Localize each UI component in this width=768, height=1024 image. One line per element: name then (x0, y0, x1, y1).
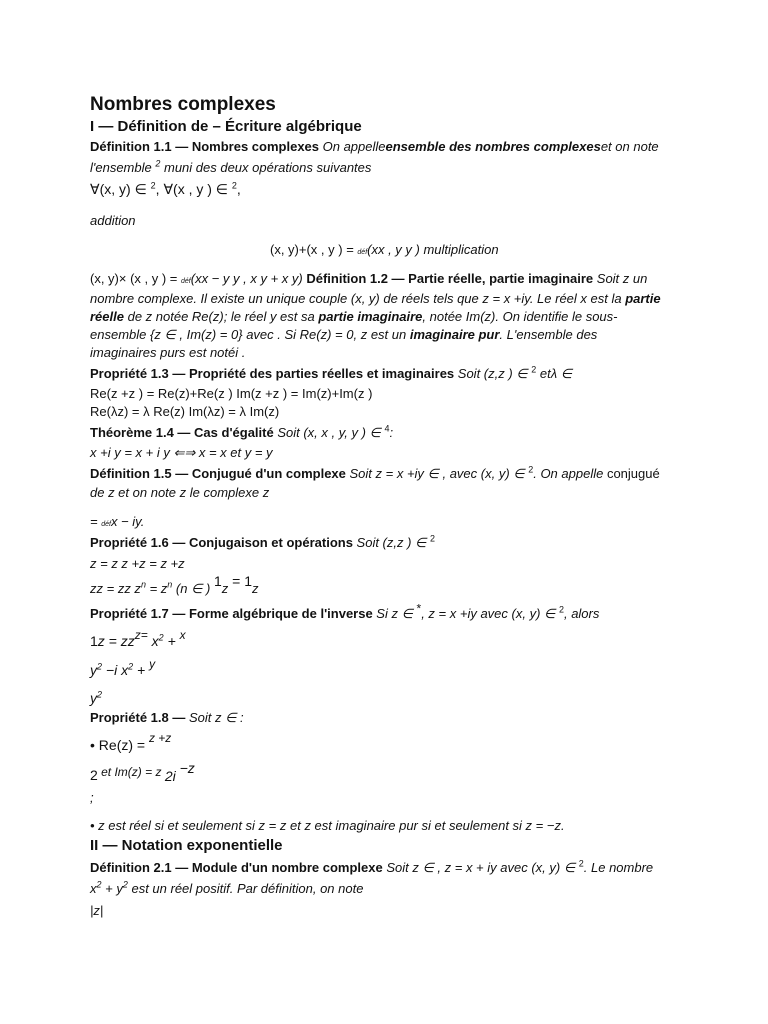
formula-text: z +z (148, 731, 172, 745)
formula-text: zz = zz z (90, 581, 141, 596)
formula-text: + y (101, 881, 123, 896)
formula-text: x (121, 662, 129, 678)
formula-text: = 1 (228, 573, 253, 589)
prop-1-3-line-3: Re(λz) = λ Re(z) Im(λz) = λ Im(z) (90, 404, 280, 419)
prop-1-3-line-1 (90, 366, 572, 382)
formula-text: 1 (90, 633, 98, 649)
def-1-1-text: muni des deux opérations suivantes (160, 160, 372, 175)
thm-1-4-label: Théorème 1.4 — Cas d'égalité (90, 425, 274, 440)
exponent: 4 (384, 423, 390, 434)
section-2-heading: II — Notation exponentielle (90, 837, 283, 854)
def-1-5-text: Soit z = x +iy ∈ , avec (x, y) ∈ (345, 466, 529, 481)
def-symbol: déf (357, 249, 368, 256)
def-symbol: déf (101, 521, 111, 528)
formula-text: y (90, 662, 97, 678)
formula-text: (n ∈ ) (172, 581, 214, 596)
formula-text: (xx , y y ) multiplication (367, 242, 499, 257)
prop-1-8-line-2 (90, 731, 172, 754)
prop-1-6-text: Soit (z,z ) ∈ (352, 535, 430, 550)
exponent: n (167, 579, 173, 590)
def-1-2-term: imaginaire pur (409, 327, 500, 342)
exponent: 2 (97, 689, 103, 700)
def-1-5-text: . On appelle (533, 466, 607, 481)
formula-text: x (90, 881, 97, 896)
exponent: 2 (430, 533, 436, 544)
exponent: 2 (97, 661, 103, 672)
def-1-5-line-2: de z et on note z le complexe z (90, 485, 270, 500)
formula-text: = (90, 514, 102, 529)
exponent: 2 (578, 858, 584, 869)
def-1-2-text: Soit z un (593, 271, 648, 286)
formula-text: y (90, 690, 97, 706)
def-2-1-text: . Le nombre (583, 860, 654, 875)
exponent: 2 (231, 180, 237, 191)
exponent: n (140, 579, 146, 590)
prop-1-7-line-4 (90, 690, 102, 706)
prop-1-7-text: Si z ∈ (372, 606, 417, 621)
def-1-2-line-4 (90, 327, 597, 343)
prop-1-8-text: Soit z ∈ : (185, 710, 244, 725)
formula-text: (xx − y y , x y + x y) (190, 271, 307, 286)
formula-text: 2 (90, 767, 98, 783)
def-1-2-line-1 (90, 271, 647, 290)
thm-1-4-text: Soit (x, x , y, y ) ∈ (273, 425, 385, 440)
def-1-2-line-2 (90, 291, 661, 307)
formula-text: + (133, 662, 150, 678)
def-1-1-label: Définition 1.1 — Nombres complexes (90, 139, 320, 154)
def-2-1-line-1 (90, 860, 653, 876)
prop-1-8-line-5: • z est réel si et seulement si z = z et z est imaginaire pur si et seulement si z = −z. (90, 818, 565, 833)
formula-text: et Im(z) = z (97, 765, 165, 779)
prop-1-3-text: etλ ∈ (536, 366, 573, 381)
exponent: 2 (128, 661, 134, 672)
prop-1-8-line-1 (90, 710, 244, 726)
prop-1-3-text: Soit (z,z ) ∈ (454, 366, 532, 381)
exponent: 2 (155, 158, 161, 169)
exponent: 2 (122, 879, 128, 890)
def-1-1-text: et on note (600, 139, 659, 154)
prop-1-7-label: Propriété 1.7 — Forme algébrique de l'inverse (90, 606, 373, 621)
formula-text: y (149, 657, 156, 671)
exponent: 2 (528, 464, 534, 475)
def-1-5-line-3 (90, 514, 144, 533)
def-1-1-term: ensemble des nombres complexes (385, 139, 601, 154)
def-1-2-term: partie (625, 291, 661, 306)
def-2-1-text: est un réel positif. Par définition, on note (127, 881, 364, 896)
def-1-2-term: partie imaginaire (318, 309, 423, 324)
formula-text: 1 (213, 573, 222, 589)
def-1-2-text: . L'ensemble des (499, 327, 598, 342)
formula-text: (x, y)+(x , y ) = (270, 242, 358, 257)
formula-text: x (151, 633, 159, 649)
prop-1-7-line-3 (90, 657, 156, 679)
addition-label: addition (90, 213, 136, 228)
prop-1-7-line-2 (90, 628, 186, 650)
formula-text: z (252, 581, 259, 596)
def-1-2-text: ensemble {z ∈ , Im(z) = 0} avec . Si Re(z) = 0, z est un (90, 327, 410, 342)
formula-text: x (179, 628, 186, 642)
def-1-2-line-3 (90, 309, 618, 325)
thm-1-4-line-2: x +i y = x + i y ⇐⇒ x = x et y = y (90, 445, 273, 460)
prop-1-7-line-1 (90, 601, 600, 622)
prop-1-8-line-3 (90, 760, 195, 784)
prop-1-6-line-2: z = z z +z = z +z (90, 556, 185, 571)
formula-text: ∀(x, y) ∈ (90, 181, 151, 197)
formula-text: 2i (164, 768, 176, 784)
addition-formula (270, 242, 499, 261)
def-1-1-line-1 (90, 139, 659, 155)
exponent: 2 (158, 632, 164, 643)
def-symbol: déf (181, 278, 191, 285)
formula-text: , (236, 181, 241, 197)
exponent: 2 (558, 604, 564, 615)
def-2-1-text: Soit z ∈ , z = x + iy avec (x, y) ∈ (382, 860, 579, 875)
prop-1-6-line-1 (90, 535, 435, 551)
formula-text: x − iy. (110, 514, 145, 529)
exponent: 2 (531, 364, 537, 375)
formula-text: , ∀(x , y ) ∈ (155, 181, 232, 197)
def-1-1-line-2 (90, 160, 371, 176)
def-1-2-text: de z notée Re(z); le réel y est sa (123, 309, 319, 324)
prop-1-7-text: , alors (563, 606, 600, 621)
formula-text: −z (175, 760, 195, 776)
prop-1-3-label: Propriété 1.3 — Propriété des parties réelles et imaginaires (90, 366, 455, 381)
formula-text: = z (145, 581, 168, 596)
def-2-1-label: Définition 2.1 — Module d'un nombre complexe (90, 860, 383, 875)
prop-1-8-label: Propriété 1.8 — (90, 710, 186, 725)
prop-1-6-line-3 (90, 573, 259, 597)
def-2-1-line-3: |z| (90, 903, 104, 918)
formula-text: −i (102, 662, 122, 678)
section-1-heading: I — Définition de – Écriture algébrique (90, 118, 362, 135)
def-1-2-term: réelle (90, 309, 124, 324)
prop-1-3-line-2: Re(z +z ) = Re(z)+Re(z ) Im(z +z ) = Im(z)+Im(z ) (90, 386, 373, 401)
def-1-1-text: l'ensemble (90, 160, 156, 175)
def-2-1-line-2 (90, 881, 363, 897)
formula-text: z = zz (97, 633, 135, 649)
formula-text: z= (134, 628, 148, 642)
def-1-2-text: nombre complexe. Il existe un unique couple (x, y) de réels tels que z = x +iy. Le réel x est la (90, 291, 626, 306)
formula-text: • Re(z) = (90, 737, 149, 753)
thm-1-4-text: : (389, 425, 394, 440)
formula-text: + (163, 633, 180, 649)
def-1-5-label: Définition 1.5 — Conjugué d'un complexe (90, 466, 346, 481)
prop-1-8-line-4: ; (90, 790, 94, 805)
def-1-1-text: On appelle (319, 139, 386, 154)
exponent: * (416, 601, 422, 616)
formula-text: z (221, 581, 229, 596)
thm-1-4-line-1 (90, 425, 393, 441)
def-1-1-line-3 (90, 181, 241, 197)
def-1-2-line-5: imaginaires purs est notéi . (90, 345, 246, 360)
prop-1-7-text: , z = x +iy avec (x, y) ∈ (421, 606, 559, 621)
prop-1-6-label: Propriété 1.6 — Conjugaison et opérations (90, 535, 353, 550)
def-1-2-label: Définition 1.2 — Partie réelle, partie imaginaire (306, 271, 594, 286)
document-title: Nombres complexes (90, 94, 276, 115)
def-1-5-line-1 (90, 466, 660, 482)
exponent: 2 (96, 879, 102, 890)
def-1-5-term: conjugué (606, 466, 660, 481)
exponent: 2 (150, 180, 156, 191)
def-1-2-text: , notée Im(z). On identifie le sous- (422, 309, 618, 324)
formula-text: (x, y)× (x , y ) = (90, 271, 182, 286)
